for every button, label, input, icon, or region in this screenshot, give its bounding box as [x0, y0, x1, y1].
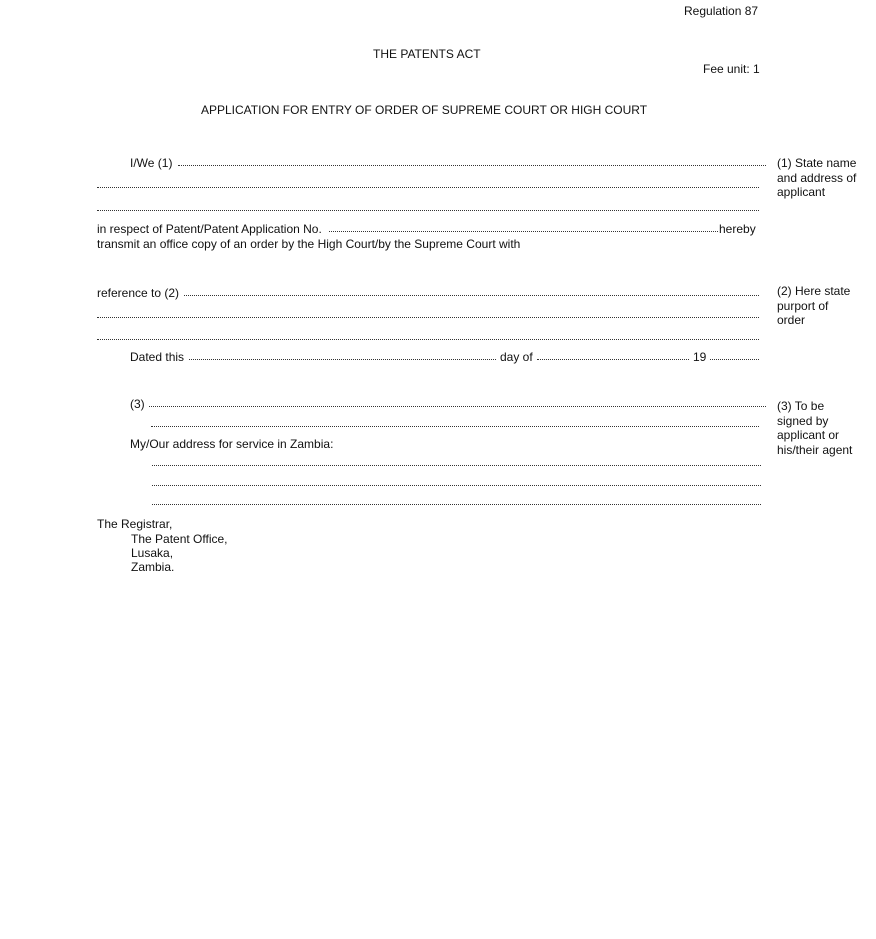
day-of-label: day of: [500, 350, 533, 364]
applicant-blank-line-1[interactable]: [178, 165, 766, 166]
address-blank-line-2[interactable]: [152, 485, 761, 486]
transmit-text: transmit an office copy of an order by the High Court/by the Supreme Court with: [97, 237, 521, 251]
act-title: THE PATENTS ACT: [373, 47, 481, 61]
margin-note-3: [777, 399, 853, 457]
form-title: APPLICATION FOR ENTRY OF ORDER OF SUPREME COURT OR HIGH COURT: [201, 103, 648, 117]
applicant-blank-line-3[interactable]: [97, 210, 759, 211]
reference-blank-line-1[interactable]: [184, 295, 759, 296]
addressee-line-3: Lusaka,: [131, 546, 174, 560]
margin-note-1: [777, 156, 857, 200]
year-prefix: 19: [693, 350, 707, 364]
applicant-blank-line-2[interactable]: [97, 187, 759, 188]
signature-blank-line-2[interactable]: [151, 426, 759, 427]
margin-note-1-line: and address of: [777, 170, 857, 185]
margin-note-2: [777, 284, 851, 328]
date-year-blank[interactable]: [710, 359, 759, 360]
margin-note-3-line: signed by: [777, 413, 829, 428]
margin-note-1-line: applicant: [777, 185, 826, 199]
margin-note-2-line: purport of: [777, 298, 829, 313]
date-month-blank[interactable]: [537, 359, 689, 360]
signature-blank-line-1[interactable]: [149, 406, 766, 407]
regulation-number: Regulation 87: [684, 4, 759, 18]
date-day-blank[interactable]: [189, 359, 496, 360]
hereby-text: hereby: [719, 222, 756, 236]
addressee-line-2: The Patent Office,: [131, 532, 228, 546]
reference-blank-line-2[interactable]: [97, 317, 759, 318]
addressee-line-1: The Registrar,: [97, 517, 173, 531]
patent-number-blank[interactable]: [329, 231, 718, 232]
margin-note-2-line: order: [777, 313, 806, 327]
addressee-line-4: Zambia.: [131, 560, 175, 574]
address-blank-line-1[interactable]: [152, 465, 761, 466]
dated-label: Dated this: [130, 350, 185, 364]
margin-note-2-line: (2) Here state: [777, 284, 851, 298]
signature-label: (3): [130, 397, 145, 411]
margin-note-3-line: his/their agent: [777, 442, 853, 457]
reference-label: reference to (2): [97, 286, 180, 300]
fee-unit: Fee unit: 1: [703, 62, 760, 76]
patent-number-label: in respect of Patent/Patent Application No.: [97, 222, 322, 236]
margin-note-3-line: (3) To be: [777, 399, 825, 413]
reference-blank-line-3[interactable]: [97, 339, 759, 340]
address-blank-line-3[interactable]: [152, 504, 761, 505]
applicant-label: I/We (1): [130, 156, 173, 170]
margin-note-3-line: applicant or: [777, 428, 840, 442]
margin-note-1-line: (1) State name: [777, 156, 857, 170]
address-label: My/Our address for service in Zambia:: [130, 437, 334, 451]
